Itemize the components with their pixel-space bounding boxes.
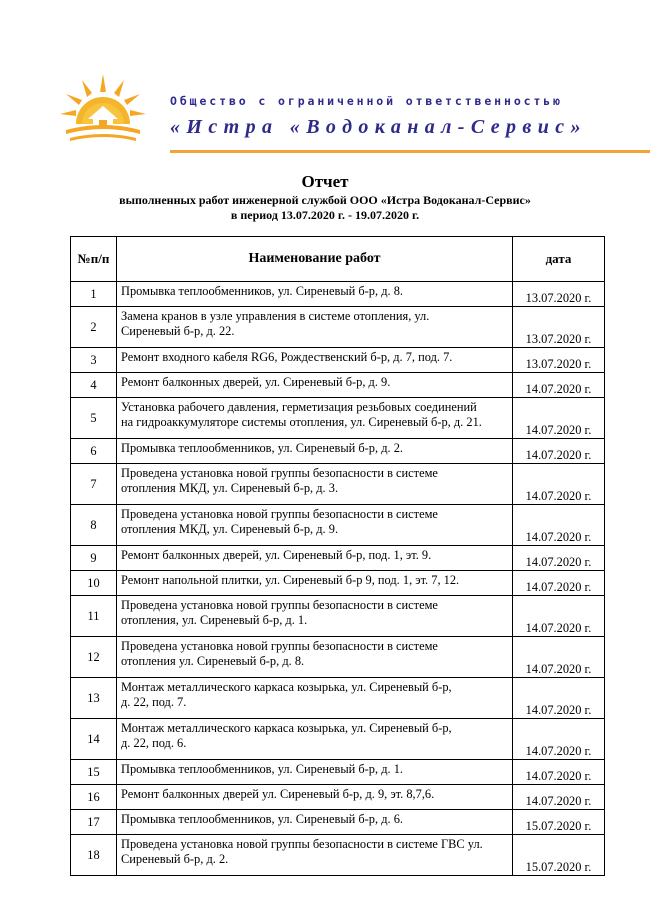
- work-description-line: Монтаж металлического каркаса козырька, ул. Сиреневый б-р,: [121, 680, 452, 694]
- work-date: 14.07.2020 г.: [513, 571, 605, 596]
- work-description-line: Проведена установка новой группы безопасности в системе ГВС ул.: [121, 837, 483, 851]
- work-description: [117, 282, 513, 307]
- work-description-line: на гидроаккумуляторе системы отопления, ул. Сиреневый б-р, д. 21.: [121, 414, 482, 429]
- work-description: [117, 835, 513, 876]
- works-table: [70, 236, 605, 876]
- work-description: [117, 373, 513, 398]
- table-row: [71, 373, 605, 398]
- work-date: 14.07.2020 г.: [513, 464, 605, 505]
- work-description-line: Ремонт балконных дверей, ул. Сиреневый б-р, д. 9.: [121, 375, 391, 389]
- table-row: [71, 464, 605, 505]
- row-number: 11: [71, 596, 117, 637]
- work-date: 13.07.2020 г.: [513, 348, 605, 373]
- work-description-line: Проведена установка новой группы безопасности в системе: [121, 466, 438, 480]
- sun-house-icon: [60, 70, 146, 150]
- work-description-line: Проведена установка новой группы безопасности в системе: [121, 507, 438, 521]
- report-period: в период 13.07.2020 г. - 19.07.2020 г.: [230, 208, 420, 222]
- table-row: [71, 571, 605, 596]
- table-header-row: [71, 237, 605, 282]
- work-date: 14.07.2020 г.: [513, 637, 605, 678]
- work-description-line: Монтаж металлического каркаса козырька, ул. Сиреневый б-р,: [121, 721, 452, 735]
- work-description-line: Сиреневый б-р, д. 22.: [121, 323, 235, 338]
- table-row: [71, 398, 605, 439]
- work-description-line: отопления МКД, ул. Сиреневый б-р, д. 9.: [121, 521, 339, 536]
- work-description: [117, 810, 513, 835]
- work-description-line: Промывка теплообменников, ул. Сиреневый б-р, д. 1.: [121, 762, 403, 776]
- work-description-line: Промывка теплообменников, ул. Сиреневый б-р, д. 6.: [121, 812, 403, 826]
- work-description: [117, 760, 513, 785]
- work-description: [117, 785, 513, 810]
- work-description-line: Ремонт напольной плитки, ул. Сиреневый б-р 9, под. 1, эт. 7, 12.: [121, 573, 460, 587]
- report-subtitle: выполненных работ инженерной службой ООО «Истра Водоканал-Сервис»: [119, 193, 531, 207]
- work-date: 15.07.2020 г.: [513, 810, 605, 835]
- work-date: 14.07.2020 г.: [513, 719, 605, 760]
- header-work-name: Наименование работ: [117, 237, 513, 282]
- row-number: 13: [71, 678, 117, 719]
- work-description: [117, 398, 513, 439]
- company-name: «Истра «Водоканал-Сервис»: [170, 116, 587, 138]
- work-description: [117, 546, 513, 571]
- work-description: [117, 307, 513, 348]
- table-row: [71, 348, 605, 373]
- row-number: 16: [71, 785, 117, 810]
- header-divider: [170, 150, 650, 153]
- company-legal-form: Общество с ограниченной ответственностью: [170, 94, 563, 108]
- header-date: дата: [513, 237, 605, 282]
- row-number: 12: [71, 637, 117, 678]
- work-description-line: отопления, ул. Сиреневый б-р, д. 1.: [121, 612, 308, 627]
- work-description: [117, 571, 513, 596]
- work-description-line: Сиреневый б-р, д. 2.: [121, 851, 229, 866]
- work-date: 14.07.2020 г.: [513, 398, 605, 439]
- work-description-line: Ремонт балконных дверей ул. Сиреневый б-р, д. 9, эт. 8,7,6.: [121, 787, 435, 801]
- row-number: 6: [71, 439, 117, 464]
- work-description-line: Проведена установка новой группы безопасности в системе: [121, 598, 438, 612]
- row-number: 9: [71, 546, 117, 571]
- work-description: [117, 464, 513, 505]
- row-number: 3: [71, 348, 117, 373]
- row-number: 4: [71, 373, 117, 398]
- work-date: 15.07.2020 г.: [513, 835, 605, 876]
- report-title: Отчет: [301, 172, 349, 191]
- work-date: 14.07.2020 г.: [513, 785, 605, 810]
- table-row: [71, 637, 605, 678]
- work-description: [117, 678, 513, 719]
- work-description-line: Замена кранов в узле управления в системе отопления, ул.: [121, 309, 430, 323]
- work-description-line: отопления МКД, ул. Сиреневый б-р, д. 3.: [121, 480, 339, 495]
- row-number: 7: [71, 464, 117, 505]
- work-description: [117, 637, 513, 678]
- row-number: 15: [71, 760, 117, 785]
- work-description-line: Промывка теплообменников, ул. Сиреневый б-р, д. 8.: [121, 284, 403, 298]
- work-date: 14.07.2020 г.: [513, 546, 605, 571]
- row-number: 2: [71, 307, 117, 348]
- work-description-line: Проведена установка новой группы безопасности в системе: [121, 639, 438, 653]
- row-number: 17: [71, 810, 117, 835]
- work-description-line: Промывка теплообменников, ул. Сиреневый б-р, д. 2.: [121, 441, 403, 455]
- work-date: 14.07.2020 г.: [513, 596, 605, 637]
- work-description: [117, 719, 513, 760]
- table-row: [71, 505, 605, 546]
- work-description: [117, 439, 513, 464]
- work-date: 13.07.2020 г.: [513, 282, 605, 307]
- work-date: 14.07.2020 г.: [513, 678, 605, 719]
- table-row: [71, 835, 605, 876]
- work-date: 14.07.2020 г.: [513, 373, 605, 398]
- work-date: 13.07.2020 г.: [513, 307, 605, 348]
- work-description: [117, 596, 513, 637]
- table-row: [71, 760, 605, 785]
- table-row: [71, 678, 605, 719]
- work-description-line: Ремонт входного кабеля RG6, Рождественский б-р, д. 7, под. 7.: [121, 350, 453, 364]
- table-row: [71, 810, 605, 835]
- table-row: [71, 596, 605, 637]
- table-row: [71, 282, 605, 307]
- work-description-line: отопления ул. Сиреневый б-р, д. 8.: [121, 653, 305, 668]
- letterhead: [60, 70, 600, 160]
- row-number: 1: [71, 282, 117, 307]
- work-description-line: Ремонт балконных дверей, ул. Сиреневый б-р, под. 1, эт. 9.: [121, 548, 432, 562]
- row-number: 5: [71, 398, 117, 439]
- header-number: №п/п: [71, 237, 117, 282]
- table-row: [71, 785, 605, 810]
- row-number: 14: [71, 719, 117, 760]
- table-row: [71, 546, 605, 571]
- work-description-line: д. 22, под. 6.: [121, 735, 187, 750]
- row-number: 10: [71, 571, 117, 596]
- table-row: [71, 719, 605, 760]
- work-description: [117, 505, 513, 546]
- work-date: 14.07.2020 г.: [513, 505, 605, 546]
- work-date: 14.07.2020 г.: [513, 760, 605, 785]
- row-number: 8: [71, 505, 117, 546]
- work-description-line: Установка рабочего давления, герметизация резьбовых соединений: [121, 400, 477, 414]
- table-row: [71, 307, 605, 348]
- work-description: [117, 348, 513, 373]
- work-description-line: д. 22, под. 7.: [121, 694, 187, 709]
- table-row: [71, 439, 605, 464]
- work-date: 14.07.2020 г.: [513, 439, 605, 464]
- row-number: 18: [71, 835, 117, 876]
